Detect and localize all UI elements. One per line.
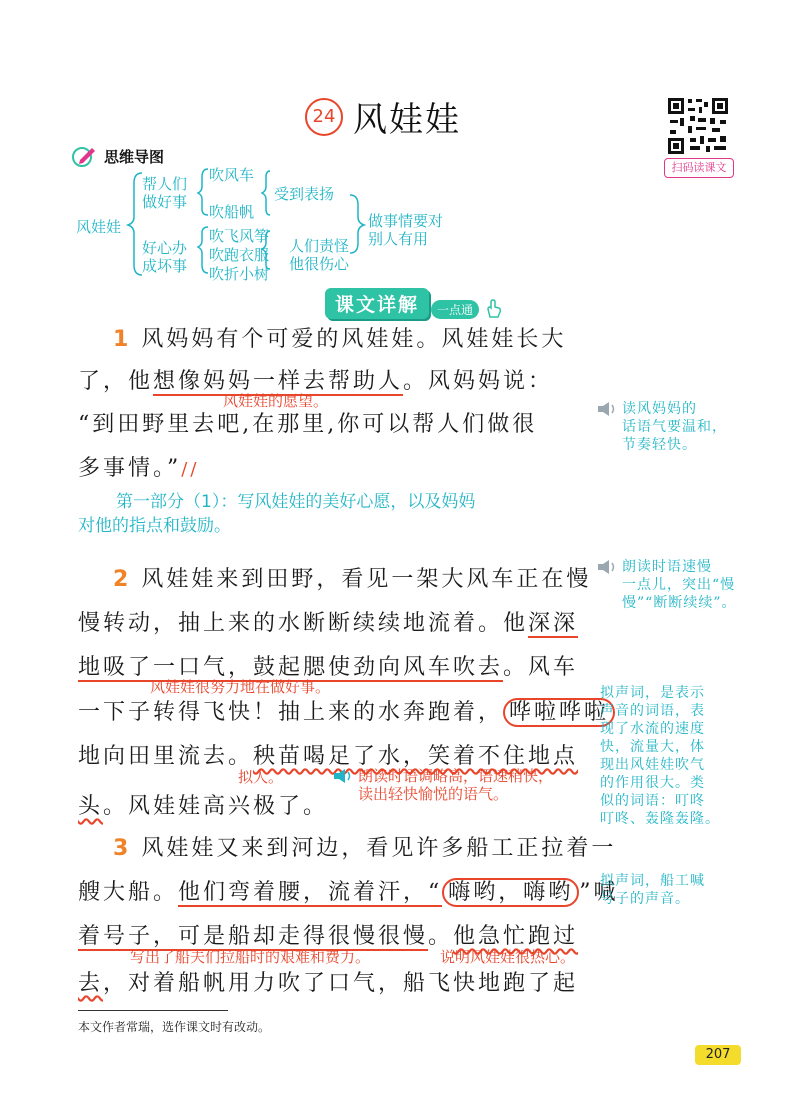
p1-line-2: 了，他想像妈妈一样去帮助人。风妈妈说： [78, 369, 554, 394]
p2-line-2: 慢转动，抽上来的水断断续续地流着。他深深 [78, 611, 579, 636]
section-break-mark: // [181, 459, 200, 480]
part-one-summary: 第一部分（1）：写风娃娃的美好心愿，以及妈妈 对他的指点和鼓励。 [78, 492, 476, 536]
mind-map-blow-sail: 吹船帆 [209, 203, 255, 221]
side-note-1: 读风妈妈的 话语气要温和， 节奏轻快。 [596, 400, 727, 454]
mind-map-conclusion: 做事情要对 别人有用 [368, 212, 444, 248]
p2-line-5: 地向田里流去。秧苗喝足了水，笑着不住地点 [78, 744, 579, 769]
footnote-divider [78, 1010, 228, 1011]
read-tip: 朗读时语调略高，语速稍快， 读出轻快愉悦的语气。 [332, 767, 553, 803]
p1-line-3: “到田野里去吧,在那里,你可以帮人们做很 [78, 412, 538, 437]
mind-map-clothes: 吹跑衣服 [209, 246, 270, 264]
mind-map-bad-deeds: 好心办 成坏事 [142, 239, 188, 275]
mind-map-good-deeds: 帮人们 做好事 [142, 175, 188, 211]
p2-line-6: 头。风娃娃高兴极了。 [78, 794, 329, 819]
speaker-icon [596, 400, 618, 418]
lesson-title-block [305, 92, 461, 141]
side-note-3: 拟声词，是表示 声音的词语，表 现了水流的速度 快，流量大，体 现出风娃娃吹气 的作用很大。类 似的词语：叮咚 叮咚、轰隆轰隆。 [600, 685, 720, 827]
hand-pointer-icon [484, 299, 504, 319]
qr-label[interactable]: 扫码读课文 [664, 158, 734, 178]
footnote: 本文作者常瑞，选作课文时有改动。 [78, 1020, 271, 1034]
mind-map-trees: 吹折小树 [209, 265, 270, 283]
p1-note-wish: 风娃娃的愿望。 [223, 392, 329, 410]
pencil-icon [72, 145, 98, 167]
side-note-4: 拟声词，船工喊 号子的声音。 [600, 873, 705, 907]
qr-code-icon[interactable] [666, 96, 730, 156]
lesson-detail-banner: 课文详解 一点通 [325, 288, 504, 319]
p1-line-4: 多事情。”// [78, 456, 200, 481]
mind-map-praised: 受到表扬 [274, 185, 335, 203]
mind-map-root: 风娃娃 [76, 218, 122, 236]
page-title: 风娃娃 [353, 100, 461, 140]
p2-line-1: 2 风娃娃来到田野，看见一架大风车正在慢 [113, 567, 592, 592]
p1-line-1: 1 风妈妈有个可爱的风娃娃。风娃娃长大 [113, 327, 567, 352]
p3-line-4: 去，对着船帆用力吹了口气，船飞快地跑了起 [78, 971, 579, 996]
p2-note-personification: 拟人。 [238, 768, 284, 786]
mind-map-blamed: 人们责怪 他很伤心 [289, 237, 350, 273]
p2-line-4: 一下子转得飞快！抽上来的水奔跑着， 哗啦哗啦 [78, 695, 615, 726]
mind-map-heading: 思维导图 [72, 145, 164, 167]
p3-line-2: 艘大船。他们弯着腰，流着汗，“ 嗨哟，嗨哟 ”喊 [78, 880, 619, 905]
page-number: 207 [695, 1045, 741, 1065]
side-note-2: 朗读时语速慢 一点儿，突出“慢 慢”“断断续续”。 [596, 558, 736, 612]
speaker-icon [332, 767, 354, 785]
p3-line-3: 着号子，可是船却走得很慢很慢。他急忙跑过 [78, 924, 579, 949]
p3-line-1: 3 风娃娃又来到河边，看见许多船工正拉着一 [113, 836, 617, 861]
mind-map-kite: 吹飞风筝 [209, 227, 270, 245]
p2-note-effort: 风娃娃很努力地在做好事。 [150, 678, 331, 696]
lesson-number-badge: 24 [305, 98, 343, 136]
p2-line-3: 地吸了一口气，鼓起腮使劲向风车吹去。风车 [78, 655, 579, 680]
p3-note-hardship: 写出了船夫们拉船时的艰难和费力。 [130, 948, 371, 966]
p3-note-kindness: 说明风娃娃很热心。 [440, 948, 576, 966]
mind-map-blow-windmill: 吹风车 [209, 166, 255, 184]
speaker-icon [596, 558, 618, 576]
